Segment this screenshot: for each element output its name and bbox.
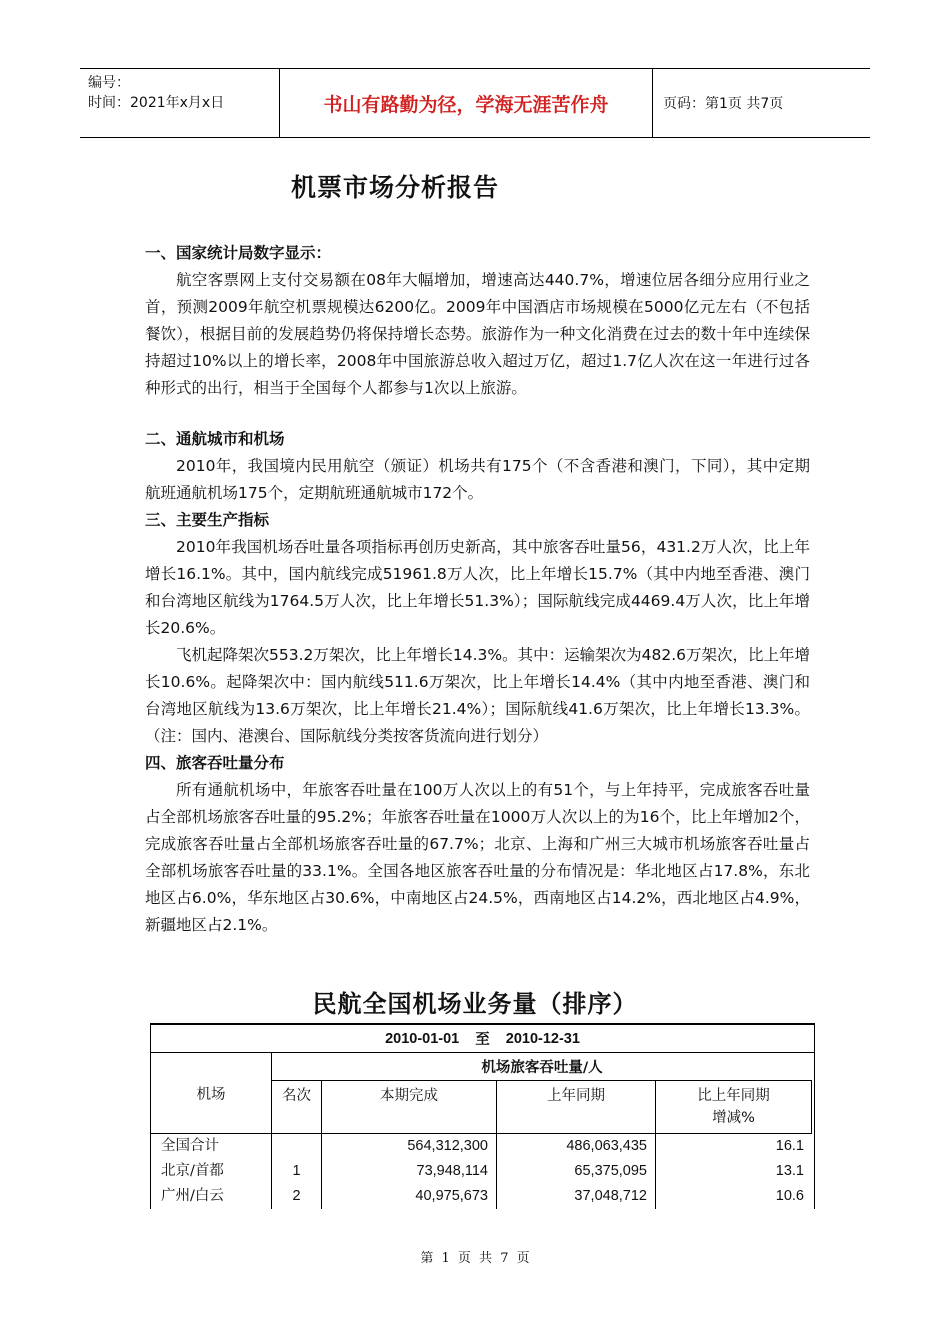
table-cell-current: 564,312,300 xyxy=(322,1134,497,1159)
column-header-prev: 上年同期 xyxy=(497,1081,656,1133)
number-label: 编号： xyxy=(88,75,130,91)
section-3-paragraph-1: 2010年我国机场吞吐量各项指标再创历史新高，其中旅客吞吐量56，431.2万人次，比上年增长16.1%。其中，国内航线完成51961.8万人次，比上年增长15.7%（其中内地至香港、澳门和台湾地区航线为1764.5万人次，比上年增长51.3%）；国际航线完成4469.4万人次，比上年增长20.6%。 xyxy=(145,538,810,637)
header-motto: 书山有路勤为径，学海无涯苦作舟 xyxy=(280,69,653,137)
section-3-heading: 三、主要生产指标 xyxy=(145,511,270,529)
table-cell-rank xyxy=(272,1134,322,1159)
table-cell-rank: 1 xyxy=(272,1159,322,1184)
header-page-info: 页码：第1页 共7页 xyxy=(663,96,784,112)
column-header-metric: 机场旅客吞吐量/人 xyxy=(272,1053,812,1081)
column-header-change xyxy=(656,1081,812,1133)
table-cell-name: 全国合计 xyxy=(151,1134,272,1159)
date-from: 2010-01-01 xyxy=(385,1030,460,1047)
table-cell-current: 73,948,114 xyxy=(322,1159,497,1184)
table-cell-change: 13.1 xyxy=(775,1163,804,1179)
page-footer: 第 1 页 共 7 页 xyxy=(420,1251,530,1266)
change-header-line-1: 比上年同期 xyxy=(697,1088,770,1104)
section-4-paragraph: 所有通航机场中，年旅客吞吐量在100万人次以上的有51个，与上年持平，完成旅客吞吐量占全部机场旅客吞吐量的95.2%；年旅客吞吐量在1000万人次以上的为16个，比上年增加2个，完成旅客吞吐量占全部机场旅客吞吐量的67.7%；北京、上海和广州三大城市机场旅客吞吐量占全部机场旅客吞吐量的33.1%。全国各地区旅客吞吐量的分布情况是：华北地区占17.8%，东北地区占6.0%，华东地区占30.6%，中南地区占24.5%，西南地区占14.2%，西北地区占4.9%，新疆地区占2.1%。 xyxy=(145,781,810,934)
table-cell-prev: 65,375,095 xyxy=(497,1159,656,1184)
table-title: 民航全国机场业务量（排序） xyxy=(312,990,638,1018)
section-1-paragraph: 航空客票网上支付交易额在08年大幅增加，增速高达440.7%，增速位居各细分应用行业之首，预测2009年航空机票规模达6200亿。2009年中国酒店市场规模在5000亿元左右（不包括餐饮），根据目前的发展趋势仍将保持增长态势。旅游作为一种文化消费在过去的数十年中连续保持超过10%以上的增长率，2008年中国旅游总收入超过万亿，超过1.7亿人次在这一年进行过各种形式的出行，相当于全国每个人都参与1次以上旅游。 xyxy=(145,271,810,397)
section-2-heading: 二、通航城市和机场 xyxy=(145,430,285,448)
section-3-paragraph-2: 飞机起降架次553.2万架次，比上年增长14.3%。其中：运输架次为482.6万架次，比上年增长10.6%。起降架次中：国内航线511.6万架次，比上年增长14.4%（其中内地至香港、澳门和台湾地区航线为13.6万架次，比上年增长21.4%）；国际航线41.6万架次，比上年增长13.3%。（注：国内、港澳台、国际航线分类按客货流向进行划分） xyxy=(145,646,810,745)
table-cell-change: 16.1 xyxy=(775,1138,804,1154)
date-to: 2010-12-31 xyxy=(505,1030,580,1047)
document-header xyxy=(80,68,870,138)
table-cell-change: 10.6 xyxy=(775,1188,804,1204)
table-cell-prev: 37,048,712 xyxy=(497,1184,656,1209)
table-cell-name: 广州/白云 xyxy=(151,1184,272,1209)
section-2-paragraph: 2010年，我国境内民用航空（颁证）机场共有175个（不含香港和澳门，下同），其中定期航班通航机场175个，定期航班通航城市172个。 xyxy=(145,457,810,502)
airport-traffic-table xyxy=(150,1023,815,1209)
column-header-rank: 名次 xyxy=(272,1081,322,1133)
change-header-line-2: 增减% xyxy=(712,1110,755,1126)
column-header-airport: 机场 xyxy=(151,1053,272,1133)
date-separator: 至 xyxy=(475,1032,490,1048)
section-1-heading: 一、国家统计局数字显示： xyxy=(145,244,332,262)
header-meta xyxy=(80,69,280,137)
table-cell-prev: 486,063,435 xyxy=(497,1134,656,1159)
section-4-heading: 四、旅客吞吐量分布 xyxy=(145,754,285,772)
document-title: 机票市场分析报告 xyxy=(290,173,499,202)
column-header-current: 本期完成 xyxy=(322,1081,497,1133)
table-date-range xyxy=(151,1025,814,1053)
table-grid xyxy=(151,1053,814,1209)
table-cell-name: 北京/首都 xyxy=(151,1159,272,1184)
table-cell-rank: 2 xyxy=(272,1184,322,1209)
table-cell-current: 40,975,673 xyxy=(322,1184,497,1209)
time-label: 时间：2021年x月x日 xyxy=(88,95,225,111)
report-body xyxy=(145,240,810,939)
